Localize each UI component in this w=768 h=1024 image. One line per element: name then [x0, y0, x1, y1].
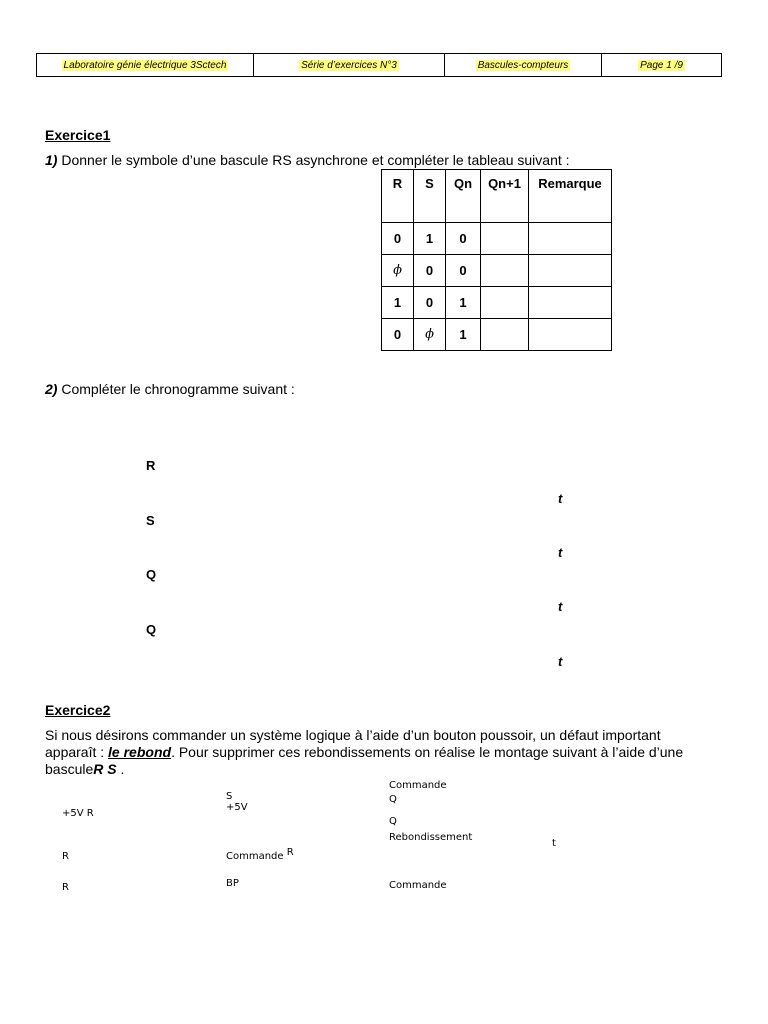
exercise2-title: Exercice2 [45, 702, 111, 718]
cell-s: 0 [414, 287, 446, 319]
paragraph-line-1: Si nous désirons commander un système logique à l’aide d’un bouton poussoir, un défaut important [45, 727, 661, 743]
col-header-r: R [382, 170, 414, 223]
cell-qn1[interactable] [481, 319, 529, 351]
header-topic-cell [445, 54, 602, 76]
time-axis-label: t [558, 599, 563, 614]
label-s-input: S [226, 791, 233, 802]
cell-remarque[interactable] [529, 287, 612, 319]
cell-qn: 0 [446, 255, 481, 287]
col-header-qn: Qn [446, 170, 481, 223]
exercise1-question1 [45, 152, 570, 168]
cell-qn1[interactable] [481, 255, 529, 287]
col-header-qn1: Qn+1 [481, 170, 529, 223]
question2-number: 2) [45, 381, 58, 397]
label-t: t [552, 838, 556, 849]
cell-r: ϕ [382, 255, 414, 287]
col-header-remarque: Remarque [529, 170, 612, 223]
cell-s: ϕ [414, 319, 446, 351]
rs-term: R S [93, 761, 117, 777]
exercise1-question2 [45, 381, 295, 397]
paragraph-line-3 [45, 761, 725, 778]
time-axis-label: t [558, 491, 563, 506]
cell-r: 0 [382, 319, 414, 351]
paragraph-line-2 [45, 744, 725, 761]
question1-number: 1) [45, 152, 58, 168]
header-lab: Laboratoire génie électrique 3Sctech [63, 59, 227, 71]
cell-remarque[interactable] [529, 255, 612, 287]
header-topic: Bascules-compteurs [477, 59, 569, 71]
cell-s: 0 [414, 255, 446, 287]
label-bp: BP [226, 878, 239, 889]
header-page: Page 1 /9 [640, 59, 683, 71]
cell-remarque[interactable] [529, 319, 612, 351]
r-superscript: R [286, 847, 294, 858]
header-table [36, 53, 722, 77]
header-serie-cell [254, 54, 445, 76]
commande-text: Commande [226, 851, 284, 862]
header-page-cell [602, 54, 721, 76]
question1-text: Donner le symbole d’une bascule RS asynchrone et compléter le tableau suivant : [57, 152, 570, 168]
table-row [382, 223, 612, 255]
cell-remarque[interactable] [529, 223, 612, 255]
exercise2-paragraph [45, 727, 725, 778]
cell-qn1[interactable] [481, 287, 529, 319]
paragraph-text: . [116, 761, 125, 777]
label-resistor-r2: R [62, 882, 69, 893]
cell-qn: 0 [446, 223, 481, 255]
cell-s: 1 [414, 223, 446, 255]
label-plus5v: +5V [226, 802, 248, 813]
label-plus5v-r: +5V R [62, 808, 94, 819]
paragraph-text: bascule [45, 761, 94, 777]
label-q-bar: Q [389, 816, 397, 827]
signal-label-q-bar: Q [146, 622, 157, 637]
header-serie: Série d’exercices N°3 [301, 59, 397, 71]
paragraph-text: . Pour supprimer ces rebondissements on réalise le montage suivant à l’aide d’une [171, 744, 684, 760]
signal-label-q: Q [146, 567, 157, 582]
table-row [382, 255, 612, 287]
table-header-row [382, 170, 612, 223]
question2-text: Compléter le chronogramme suivant : [57, 381, 295, 397]
cell-r: 1 [382, 287, 414, 319]
time-axis-label: t [558, 545, 563, 560]
header-lab-cell [37, 54, 254, 76]
exercise1-title: Exercice1 [45, 127, 111, 143]
label-q: Q [389, 794, 397, 805]
label-resistor-r1: R [62, 851, 69, 862]
label-commande-bottom: Commande [389, 880, 447, 891]
cell-qn1[interactable] [481, 223, 529, 255]
time-axis-label: t [558, 654, 563, 669]
table-row [382, 319, 612, 351]
table-row [382, 287, 612, 319]
label-rebondissement: Rebondissement [389, 832, 473, 843]
label-commande-top: Commande [389, 780, 447, 791]
label-commande-r [226, 847, 294, 862]
signal-label-r: R [146, 458, 156, 473]
rs-truth-table [381, 169, 612, 351]
cell-qn: 1 [446, 287, 481, 319]
paragraph-text: apparaît : [45, 744, 109, 760]
col-header-s: S [414, 170, 446, 223]
cell-r: 0 [382, 223, 414, 255]
signal-label-s: S [146, 513, 155, 528]
rebond-term: le rebond [108, 744, 172, 760]
cell-qn: 1 [446, 319, 481, 351]
